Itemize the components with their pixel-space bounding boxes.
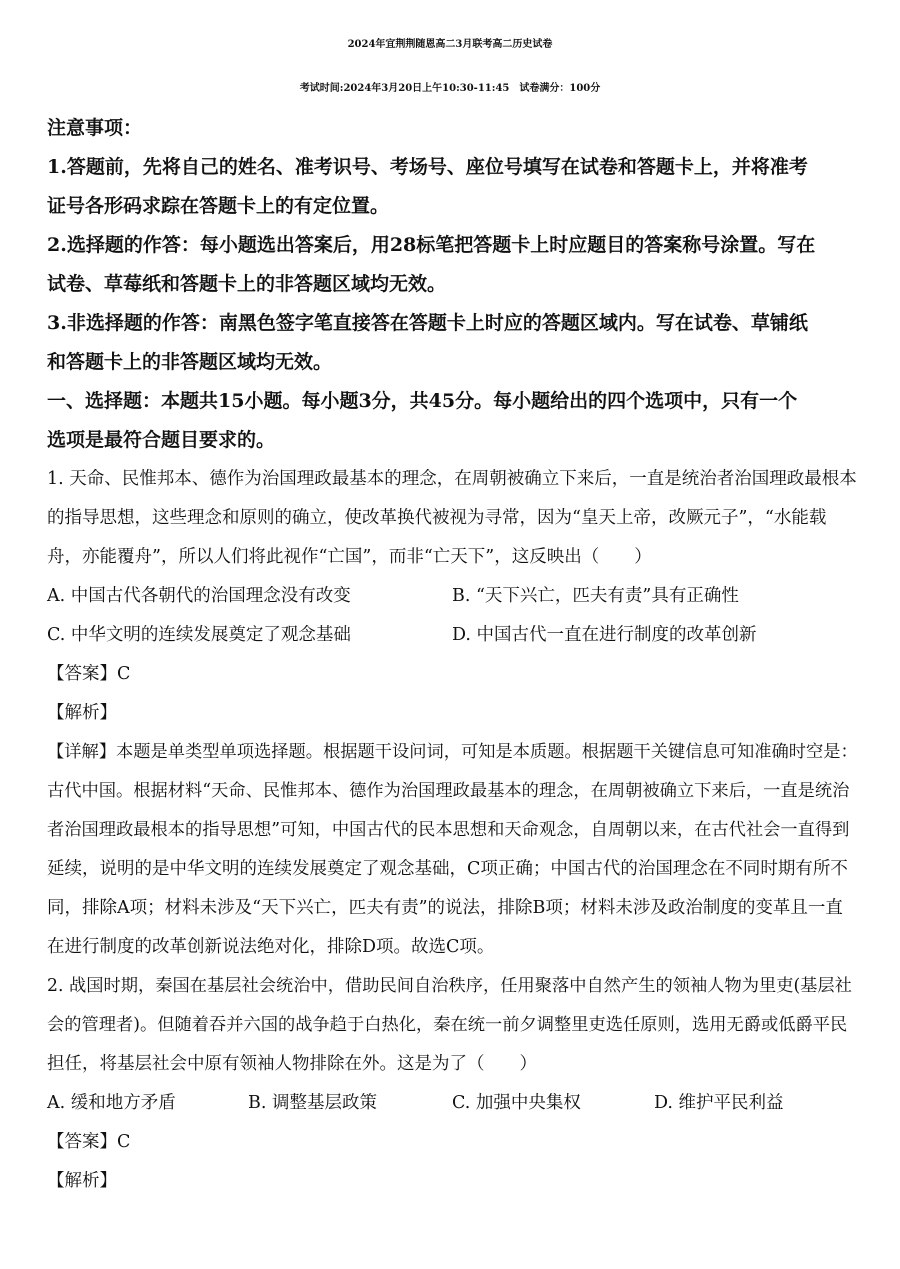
question-1-stem-line-2: 的指导思想，这些理念和原则的确立，使改革换代被视为寻常，因为“皇天上帝，改厥元子”，“水能载 xyxy=(47,508,827,528)
exam-time-info: 考试时间:2024年3月20日上午10:30-11:45 试卷满分：100分 xyxy=(299,83,601,94)
question-2-option-c: C. 加强中央集权 xyxy=(452,1093,581,1113)
question-1-detail-line-5: 同，排除A项；材料未涉及“天下兴亡，匹夫有责”的说法，排除B项；材料未涉及政治制度的变革且一直 xyxy=(47,898,843,918)
question-1-detail-line-2: 古代中国。根据材料“天命、民惟邦本、德作为治国理政最基本的理念，在周朝被确立下来后，一直是统治 xyxy=(47,781,850,801)
question-2-stem-line-1: 2. 战国时期，秦国在基层社会统治中，借助民间自治秩序，任用聚落中自然产生的领袖人物为里吏(基层社 xyxy=(47,976,852,996)
question-1-option-c: C. 中华文明的连续发展奠定了观念基础 xyxy=(47,625,351,645)
question-1-option-a: A. 中国古代各朝代的治国理念没有改变 xyxy=(47,586,351,606)
note-1-line-1: 1.答题前，先将自己的姓名、准考识号、考场号、座位号填写在试卷和答题卡上，并将准考 xyxy=(47,156,808,178)
section-1-heading-line-2: 选项是最符合题目要求的。 xyxy=(47,429,276,451)
question-1-detail-line-6: 在进行制度的改革创新说法绝对化，排除D项。故选C项。 xyxy=(47,937,495,957)
question-2-analysis-label: 【解析】 xyxy=(47,1171,117,1191)
notes-heading: 注意事项： xyxy=(47,117,143,139)
question-1-detail-line-3: 者治国理政最根本的指导思想”可知，中国古代的民本思想和天命观念，自周朝以来，在古代社会一直得到 xyxy=(47,820,850,840)
question-2-option-b: B. 调整基层政策 xyxy=(248,1093,377,1113)
question-1-answer: 【答案】C xyxy=(47,664,131,684)
question-2-option-a: A. 缓和地方矛盾 xyxy=(47,1093,176,1113)
question-1-option-d: D. 中国古代一直在进行制度的改革创新 xyxy=(452,625,757,645)
question-1-option-b: B. “天下兴亡，匹夫有责”具有正确性 xyxy=(452,586,739,606)
question-1-detail-line-1: 【详解】本题是单类型单项选择题。根据题干设问词，可知是本质题。根据题干关键信息可知准确时空是： xyxy=(47,742,858,762)
question-1-stem-line-3: 舟，亦能覆舟”，所以人们将此视作“亡国”，而非“亡天下”，这反映出（ ） xyxy=(47,547,652,567)
question-1-detail-line-4: 延续，说明的是中华文明的连续发展奠定了观念基础，C项正确；中国古代的治国理念在不同时期有所不 xyxy=(47,859,848,879)
question-1-stem-line-1: 1. 天命、民惟邦本、德作为治国理政最基本的理念，在周朝被确立下来后，一直是统治者治国理政最根本 xyxy=(47,469,857,489)
note-2-line-1: 2.选择题的作答：每小题选出答案后，用28标笔把答题卡上时应题目的答案称号涂置。写在 xyxy=(47,234,816,256)
exam-title: 2024年宜荆荆随恩高二3月联考高二历史试卷 xyxy=(347,39,553,50)
note-1-line-2: 证号各形码求踪在答题卡上的有定位置。 xyxy=(47,195,390,217)
note-3-line-2: 和答题卡上的非答题区域均无效。 xyxy=(47,351,333,373)
question-2-option-d: D. 维护平民利益 xyxy=(654,1093,784,1113)
note-2-line-2: 试卷、草莓纸和答题卡上的非答题区域均无效。 xyxy=(47,273,447,295)
question-1-analysis-label: 【解析】 xyxy=(47,703,117,723)
question-2-answer: 【答案】C xyxy=(47,1132,131,1152)
question-2-stem-line-3: 担任，将基层社会中原有领袖人物排除在外。这是为了（ ） xyxy=(47,1054,537,1074)
note-3-line-1: 3.非选择题的作答：南黑色签字笔直接答在答题卡上时应的答题区域内。写在试卷、草铺纸 xyxy=(47,312,808,334)
section-1-heading-line-1: 一、选择题：本题共15小题。每小题3分，共45分。每小题给出的四个选项中，只有一个 xyxy=(47,390,798,412)
question-2-stem-line-2: 会的管理者)。但随着吞并六国的战争趋于白热化，秦在统一前夕调整里吏选任原则，选用无爵或低爵平民 xyxy=(47,1015,848,1035)
